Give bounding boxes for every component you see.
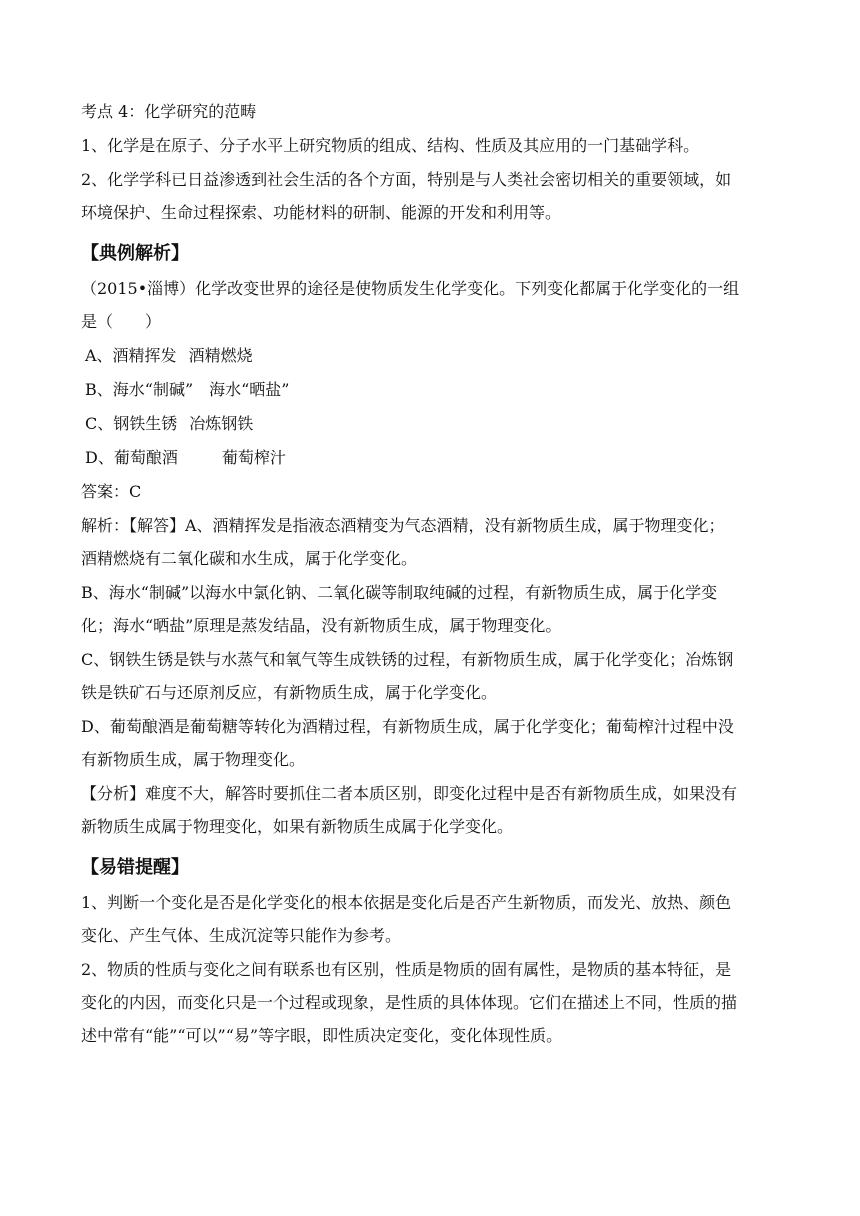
example-heading: 【典例解析】 — [81, 243, 189, 264]
option-d — [81, 448, 791, 468]
explanation-a-line-2: 酒精燃烧有二氧化碳和水生成，属于化学变化。 — [81, 549, 418, 568]
option-c-second: 冶炼钢铁 — [189, 414, 254, 433]
option-c — [81, 414, 791, 434]
explanation-c-line-2: 铁是铁矿石与还原剂反应，有新物质生成，属于化学变化。 — [81, 683, 498, 702]
option-b — [81, 380, 791, 400]
explanation-b-line-1: B、海水“制碱”以海水中氯化钠、二氧化碳等制取纯碱的过程，有新物质生成，属于化学变 — [81, 583, 718, 602]
option-a-first: A、酒精挥发 — [85, 346, 177, 365]
section-title-block — [81, 102, 791, 122]
option-a — [81, 346, 791, 366]
explanation-d-line-2: 有新物质生成，属于物理变化。 — [81, 750, 306, 769]
mistake-1-line-1: 1、判断一个变化是否是化学变化的根本依据是变化后是否产生新物质，而发光、放热、颜色 — [81, 893, 732, 912]
paragraph-2-line-1: 2、化学学科已日益渗透到社会生活的各个方面，特别是与人类社会密切相关的重要领域，如 — [81, 170, 732, 189]
option-c-first: C、钢铁生锈 — [85, 414, 178, 433]
explanation-a — [81, 516, 791, 569]
paragraph-1-line: 1、化学是在原子、分子水平上研究物质的组成、结构、性质及其应用的一门基础学科。 — [81, 136, 700, 155]
question — [81, 279, 791, 332]
option-d-first: D、葡萄酿酒 — [85, 448, 178, 467]
explanation-b-line-2: 化；海水“晒盐”原理是蒸发结晶，没有新物质生成，属于物理变化。 — [81, 616, 562, 635]
explanation-a-line-1: 解析：【解答】A、酒精挥发是指液态酒精变为气态酒精，没有新物质生成，属于物理变化； — [81, 516, 725, 535]
section-title: 考点 4：化学研究的范畴 — [81, 102, 257, 121]
option-a-second: 酒精燃烧 — [188, 346, 253, 365]
option-b-first: B、海水“制碱” — [85, 380, 194, 399]
answer — [81, 482, 791, 502]
answer-line: 答案：C — [81, 482, 142, 501]
mistake-2 — [81, 960, 791, 1046]
mistake-1-line-2: 变化、产生气体、生成沉淀等只能作为参考。 — [81, 926, 402, 945]
explanation-d — [81, 717, 791, 770]
paragraph-2-line-2: 环境保护、生命过程探索、功能材料的研制、能源的开发和利用等。 — [81, 203, 562, 222]
mistakes-heading: 【易错提醒】 — [81, 857, 189, 878]
analysis — [81, 784, 791, 837]
question-line-1: （2015•淄博）化学改变世界的途径是使物质发生化学变化。下列变化都属于化学变化的一组 — [81, 279, 740, 298]
mistake-1 — [81, 893, 791, 946]
option-b-second: 海水“晒盐” — [209, 380, 290, 399]
question-line-2: 是（ ） — [81, 312, 162, 331]
mistake-2-line-3: 述中常有“能”“可以”“易”等字眼，即性质决定变化，变化体现性质。 — [81, 1026, 563, 1045]
explanation-c-line-1: C、钢铁生锈是铁与水蒸气和氧气等生成铁锈的过程，有新物质生成，属于化学变化；冶炼钢 — [81, 650, 734, 669]
explanation-d-line-1: D、葡萄酿酒是葡萄糖等转化为酒精过程，有新物质生成，属于化学变化；葡萄榨汁过程中没 — [81, 717, 734, 736]
paragraph-1 — [81, 136, 791, 156]
option-d-second: 葡萄榨汁 — [221, 448, 286, 467]
mistake-2-line-2: 变化的内因，而变化只是一个过程或现象，是性质的具体体现。它们在描述上不同，性质的描 — [81, 993, 738, 1012]
mistake-2-line-1: 2、物质的性质与变化之间有联系也有区别，性质是物质的固有属性，是物质的基本特征，是 — [81, 960, 732, 979]
document-page — [81, 102, 791, 1060]
analysis-line-2: 新物质生成属于物理变化，如果有新物质生成属于化学变化。 — [81, 817, 514, 836]
paragraph-2 — [81, 170, 791, 223]
analysis-line-1: 【分析】难度不大，解答时要抓住二者本质区别，即变化过程中是否有新物质生成，如果没有 — [81, 784, 738, 803]
explanation-c — [81, 650, 791, 703]
explanation-b — [81, 583, 791, 636]
